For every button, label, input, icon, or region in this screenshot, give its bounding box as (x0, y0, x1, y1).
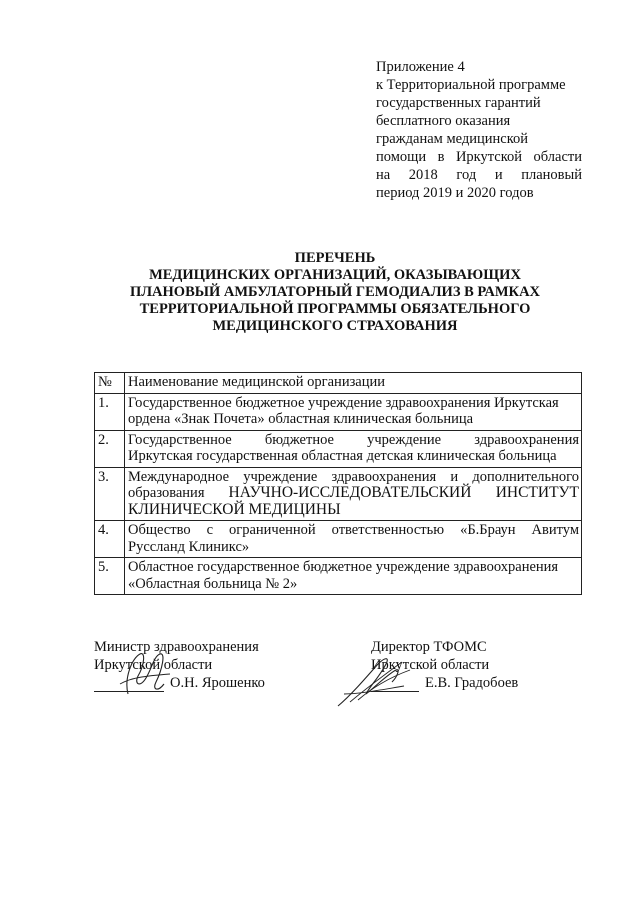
appendix-line: на 2018 год и плановый (376, 167, 582, 183)
appendix-header (376, 58, 582, 202)
title-line: ПЕРЕЧЕНЬ (294, 250, 376, 266)
appendix-line: бесплатного оказания (376, 113, 511, 129)
table-row (95, 430, 582, 467)
header-name: Наименование медицинской организации (125, 373, 582, 394)
org-line: Общество с ограниченной ответственностью «Б.Браун Авитум (128, 522, 579, 538)
appendix-line: гражданам медицинской (376, 131, 529, 147)
org-line: Международное учреждение здравоохранения и дополнительного (128, 468, 579, 485)
org-line: КЛИНИЧЕСКОЙ МЕДИЦИНЫ (128, 500, 341, 518)
signer-position: Министр здравоохранения (94, 639, 259, 655)
organization-name (125, 558, 582, 595)
header-number: № (95, 373, 125, 394)
table-row (95, 521, 582, 558)
organization-name (125, 521, 582, 558)
appendix-line: период 2019 и 2020 годов (376, 185, 534, 201)
org-line: Иркутская государственная областная детская клиническая больница (128, 448, 557, 464)
handwritten-signature-left (110, 648, 180, 700)
organizations-table (94, 372, 582, 595)
org-line-part: образования (128, 485, 205, 501)
organization-name (125, 467, 582, 521)
signer-region: Иркутской области (371, 657, 490, 673)
title-line: ТЕРРИТОРИАЛЬНОЙ ПРОГРАММЫ ОБЯЗАТЕЛЬНОГО (139, 301, 531, 317)
title-line: МЕДИЦИНСКИХ ОРГАНИЗАЦИЙ, ОКАЗЫВАЮЩИХ (149, 267, 521, 283)
document-title (100, 250, 570, 335)
org-line: Государственное бюджетное учреждение здравоохранения Иркутская (128, 394, 559, 411)
title-line: ПЛАНОВЫЙ АМБУЛАТОРНЫЙ ГЕМОДИАЛИЗ В РАМКАХ (129, 284, 541, 300)
row-number: 4. (95, 521, 125, 558)
signer-position: Директор ТФОМС (371, 639, 487, 655)
org-line: ордена «Знак Почета» областная клиническая больница (128, 411, 474, 427)
organization-name (125, 393, 582, 430)
row-number: 3. (95, 467, 125, 521)
org-line: Областное государственное бюджетное учреждение здравоохранения (128, 559, 559, 575)
table-header-row (95, 373, 582, 394)
signer-name: О.Н. Ярошенко (170, 675, 265, 691)
table-row (95, 558, 582, 595)
handwritten-signature-right (330, 650, 430, 710)
table-row (95, 467, 582, 521)
row-number: 2. (95, 430, 125, 467)
org-line: «Областная больница № 2» (128, 575, 298, 592)
title-line: МЕДИЦИНСКОГО СТРАХОВАНИЯ (212, 318, 458, 334)
appendix-line: к Территориальной программе (376, 77, 566, 93)
row-number: 5. (95, 558, 125, 595)
org-line: Руссланд Клиникс» (128, 538, 250, 555)
row-number: 1. (95, 393, 125, 430)
appendix-line: помощи в Иркутской области (376, 149, 582, 165)
org-line (128, 485, 579, 502)
appendix-line: государственных гарантий (376, 95, 541, 111)
appendix-number: Приложение 4 (376, 59, 465, 75)
table-row (95, 393, 582, 430)
signer-region: Иркутской области (94, 657, 213, 673)
organization-name (125, 430, 582, 467)
org-line-part: НАУЧНО-ИССЛЕДОВАТЕЛЬСКИЙ ИНСТИТУТ (228, 484, 580, 501)
signer-name: Е.В. Градобоев (425, 675, 519, 691)
org-line: Государственное бюджетное учреждение здравоохранения (128, 431, 579, 448)
